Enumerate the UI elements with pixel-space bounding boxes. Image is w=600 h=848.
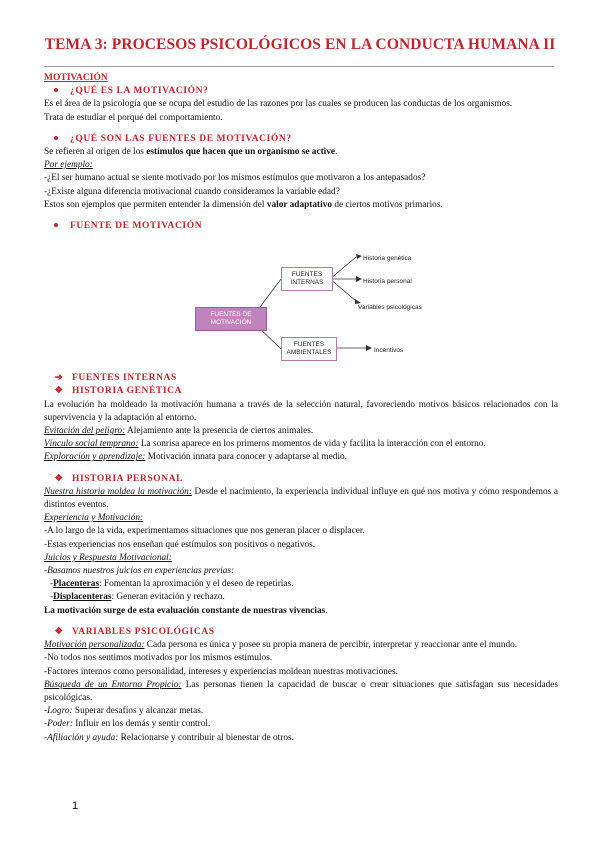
subheading: Experiencia y Motivación: [44, 513, 144, 524]
paragraph: Motivación personalizada: Cada persona es única y posee su propia manera de percibir, interpretar y reaccionar ante el mundo. [44, 640, 518, 651]
list-item: Exploración y aprendizaje: Motivación innata para conocer y adaptarse al medio. [44, 452, 347, 463]
question-heading-que-es: ¿QUÉ ES LA MOTIVACIÓN? [44, 85, 558, 98]
conclusion: La motivación surge de esta evaluación constante de nuestras vivencias. [44, 605, 328, 616]
arrow-head-icon [356, 254, 362, 259]
list-item: -A lo largo de la vida, experimentamos situaciones que nos generan placer o displacer. [44, 526, 365, 537]
subheading: Juicios y Respuesta Motivacional: [44, 552, 172, 563]
document-body [44, 72, 558, 745]
example-item: -¿El ser humano actual se siente motivado por los mismos estímulos que motivaron a los antepasados? [44, 173, 426, 184]
section-heading-motivacion: MOTIVACIÓN [44, 73, 108, 83]
example-label: Por ejemplo: [44, 160, 93, 171]
paragraph: Es el área de la psicología que se ocupa del estudio de las razones por las cuales se producen las conductas de los organismos. [44, 99, 513, 110]
list-item: -Afiliación y ayuda: Relacionarse y contribuir al bienestar de otros. [44, 732, 294, 743]
diamond-bullet-icon: ❖ [54, 626, 64, 637]
connector-line [330, 257, 356, 279]
motivation-sources-diagram [44, 239, 558, 359]
diamond-bullet-icon: ❖ [54, 473, 64, 484]
question-heading-fuentes: ¿QUÉ SON LAS FUENTES DE MOTIVACIÓN? [44, 133, 558, 146]
diagram-leaf-variables-psicologicas: Variables psicológicas [358, 304, 422, 312]
list-item: -Displacenteras: Generan evitación y rechazo. [50, 592, 225, 603]
paragraph: La evolución ha moldeado la motivación humana a través de la selección natural, favoreciendo motivos básicos relacionados con la supervivencia y la adaptación al entorno. [44, 399, 558, 423]
diagram-node-fuentes-motivacion: FUENTES DE MOTIVACIÓN [195, 307, 267, 331]
list-item: -Placenteras: Fomentan la aproximación y el deseo de repetirlas. [50, 579, 294, 590]
paragraph: Nuestra historia moldea la motivación: Desde el nacimiento, la experiencia individual influye en qué nos motiva y cómo respondemos a distintos eventos. [44, 486, 558, 511]
list-item: Vínculo social temprano: La sonrisa aparece en los primeros momentos de vida y facilita la interacción con el entorno. [44, 439, 486, 450]
paragraph: Estos son ejemplos que permiten entender la dimensión del valor adaptativo de ciertos motivos primarios. [44, 199, 443, 210]
paragraph: Búsqueda de un Entorno Propicio: Las personas tienen la capacidad de buscar o crear situaciones que satisfagan sus necesidades psicológicas. [44, 679, 558, 703]
diagram-leaf-historia-genetica: Historia genética [363, 255, 412, 263]
list-item: -Estas experiencias nos enseñan qué estímulos son positivos o negativos. [44, 539, 316, 550]
list-item: Evitación del peligro: Alejamiento ante la presencia de ciertos animales. [44, 426, 314, 437]
list-item: -Logro: Superar desafíos y alcanzar metas. [44, 706, 204, 717]
example-item: -¿Existe alguna diferencia motivacional cuando consideramos la variable edad? [44, 186, 340, 197]
paragraph: Trata de estudiar el porqué del comportamiento. [44, 112, 223, 123]
page-number: 1 [72, 800, 79, 812]
diagram-node-fuentes-internas: FUENTES INTERNAS [281, 267, 333, 291]
bullet-icon [54, 136, 58, 140]
list-item: -Basamos nuestros juicios en experiencias previas: [44, 566, 235, 577]
question-heading-fuente: FUENTE DE MOTIVACIÓN [44, 220, 558, 233]
connector-line [330, 279, 356, 301]
diagram-leaf-historia-personal: Historia personal [363, 278, 412, 286]
section-heading-fuentes-internas: ➔ FUENTES INTERNAS [44, 372, 558, 385]
list-item: -No todos nos sentimos motivados por los mismos estímulos. [44, 653, 273, 664]
subsection-heading-historia-genetica: ❖ HISTORIA GENÉTICA [44, 385, 558, 398]
list-item: -Factores internos como personalidad, intereses y experiencias moldean nuestras motivaciones. [44, 666, 398, 677]
bullet-icon [54, 223, 58, 227]
bullet-icon [54, 88, 58, 92]
arrow-right-icon: ➔ [54, 373, 64, 384]
subsection-heading-historia-personal: ❖ HISTORIA PERSONAL [44, 473, 558, 486]
subsection-heading-variables-psicologicas: ❖ VARIABLES PSICOLÓGICAS [44, 626, 558, 639]
arrow-head-icon [356, 276, 362, 282]
diagram-leaf-incentivos: Incentivos [374, 347, 404, 355]
title-divider [44, 66, 554, 67]
diagram-node-fuentes-ambientales: FUENTES AMBIENTALES [281, 337, 337, 361]
arrow-head-icon [366, 345, 372, 351]
list-item: -Poder: Influir en los demás y sentir control. [44, 719, 211, 730]
paragraph: Se refieren al origen de los estímulos que hacen que un organismo se active. [44, 147, 338, 158]
diamond-bullet-icon: ❖ [54, 386, 64, 397]
document-title: TEMA 3: PROCESOS PSICOLÓGICOS EN LA CONDUCTA HUMANA II [44, 36, 556, 53]
